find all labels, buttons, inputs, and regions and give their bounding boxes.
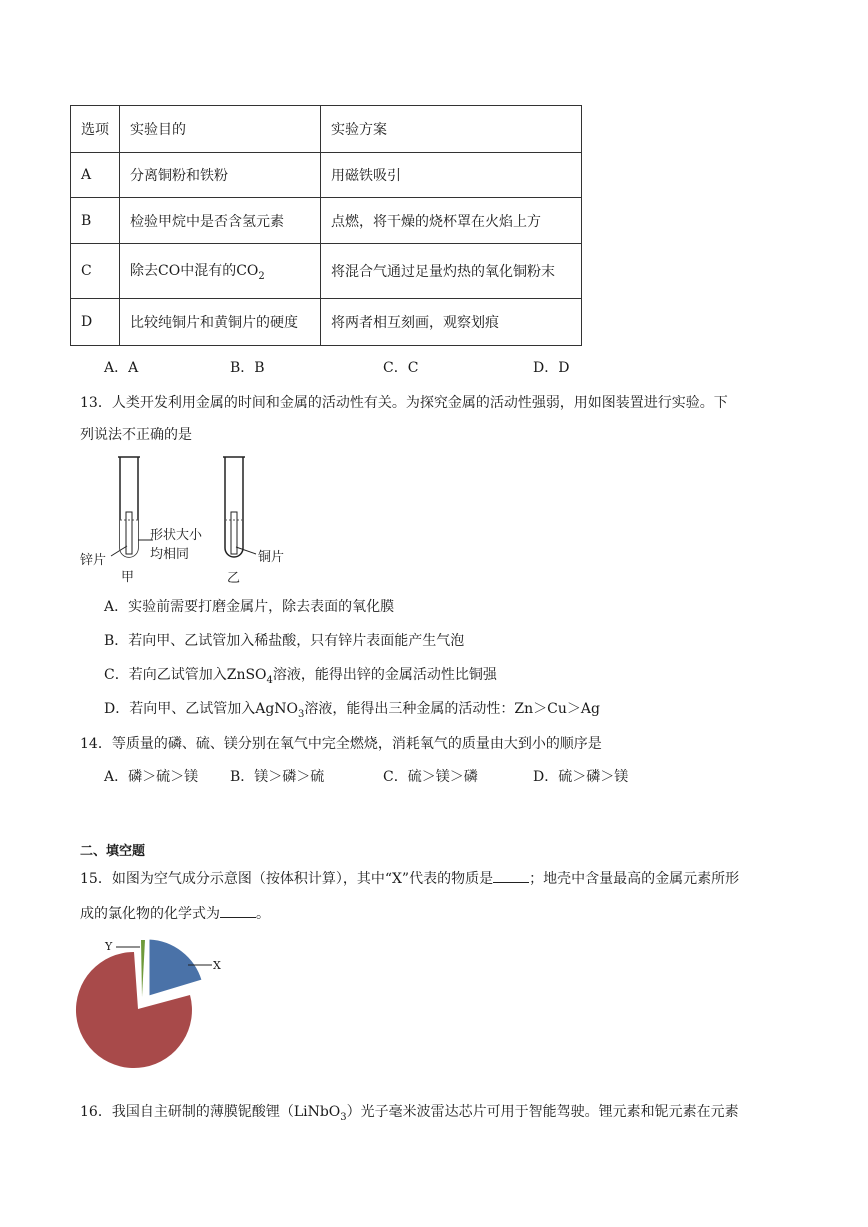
subscript: 4 [266,674,273,686]
q12-choice-c: C．C [383,360,419,376]
table-cell: 用磁铁吸引 [321,153,582,198]
tube-a-label: 甲 [121,570,135,585]
table-cell: D [71,299,120,346]
table-row [71,198,582,244]
q13-stem-line2: 列说法不正确的是 [80,427,192,443]
q14-option-d: D．硫＞磷＞镁 [533,769,629,785]
table-cell: 点燃，将干燥的烧杯罩在火焰上方 [321,198,582,244]
table-row [71,299,582,346]
q16-text: 16．我国自主研制的薄膜铌酸锂（LiNbO [80,1104,341,1120]
option-text: C．若向乙试管加入ZnSO [104,667,267,683]
q14-stem: 14．等质量的磷、硫、镁分别在氧气中完全燃烧，消耗氧气的质量由大到小的顺序是 [80,736,602,752]
q13-stem-line1: 13．人类开发利用金属的时间和金属的活动性有关。为探究金属的活动性强弱，用如图装置进行实验。下 [80,395,728,411]
air-composition-pie [70,935,250,1080]
table-cell [120,244,321,299]
option-text: 溶液，能得出锌的金属活动性比铜强 [272,667,497,683]
table-header-cell: 选项 [71,106,120,153]
table-cell: A [71,153,120,198]
subscript: 3 [298,708,305,720]
table-cell: 将混合气通过足量灼热的氧化铜粉末 [321,244,582,299]
q13-option-b: B．若向甲、乙试管加入稀盐酸，只有锌片表面能产生气泡 [104,633,465,649]
pie-label-x: X [213,959,221,972]
shape-label-line1: 形状大小 [150,528,203,543]
q15-text: 15．如图为空气成分示意图（按体积计算），其中“X”代表的物质是 [80,871,494,887]
test-tube-a [118,457,140,557]
q13-option-d [104,698,600,720]
table-cell: 检验甲烷中是否含氢元素 [120,198,321,244]
q14-option-c: C．硫＞镁＞磷 [383,769,478,785]
table-row [71,153,582,198]
table-cell: B [71,198,120,244]
tube-b-label: 乙 [227,571,241,586]
chem-text: 除去CO中混有的CO [130,263,259,280]
table-row [71,244,582,299]
q13-option-c [104,664,497,686]
answer-blank [493,868,529,883]
q15-text: ；地壳中含量最高的金属元素所形 [529,871,740,887]
q15-line2 [80,903,270,923]
q13-option-a: A．实验前需要打磨金属片，除去表面的氧化膜 [104,599,395,615]
section-title: 二、填空题 [80,844,146,859]
zinc-label: 锌片 [80,553,107,568]
q14-option-a: A．磷＞硫＞镁 [104,769,199,785]
option-text: 溶液，能得出三种金属的活动性：Zn＞Cu＞Ag [304,701,600,717]
pie-slice-y [141,940,145,997]
table-header-cell: 实验方案 [321,106,582,153]
option-text: D．若向甲、乙试管加入AgNO [104,701,299,717]
q16-text: ）光子毫米波雷达芯片可用于智能驾驶。锂元素和铌元素在元素 [346,1104,739,1120]
subscript: 2 [258,270,265,282]
q15-line1 [80,868,739,888]
q15-text: 成的氯化物的化学式为 [80,906,220,922]
answer-blank [220,903,256,918]
table-header-row [71,106,582,153]
experiment-table [70,105,582,346]
shape-label-line2: 均相同 [150,547,190,562]
q15-text: 。 [256,906,270,922]
table-cell: 比较纯铜片和黄铜片的硬度 [120,299,321,346]
subscript: 3 [340,1111,347,1123]
table-cell: C [71,244,120,299]
table-cell: 将两者相互刻画，观察划痕 [321,299,582,346]
copper-label: 铜片 [258,550,285,565]
table-cell: 分离铜粉和铁粉 [120,153,321,198]
test-tube-b [223,457,245,557]
q14-option-b: B．镁＞磷＞硫 [230,769,325,785]
q16-stem [80,1101,739,1123]
table-header-cell: 实验目的 [120,106,321,153]
pie-slice-x [149,939,202,996]
test-tube-figure [78,450,298,586]
pie-label-y: Y [105,940,113,953]
q12-choice-a: A．A [104,360,139,376]
q12-choice-d: D．D [533,360,570,376]
q12-choice-b: B．B [230,360,265,376]
